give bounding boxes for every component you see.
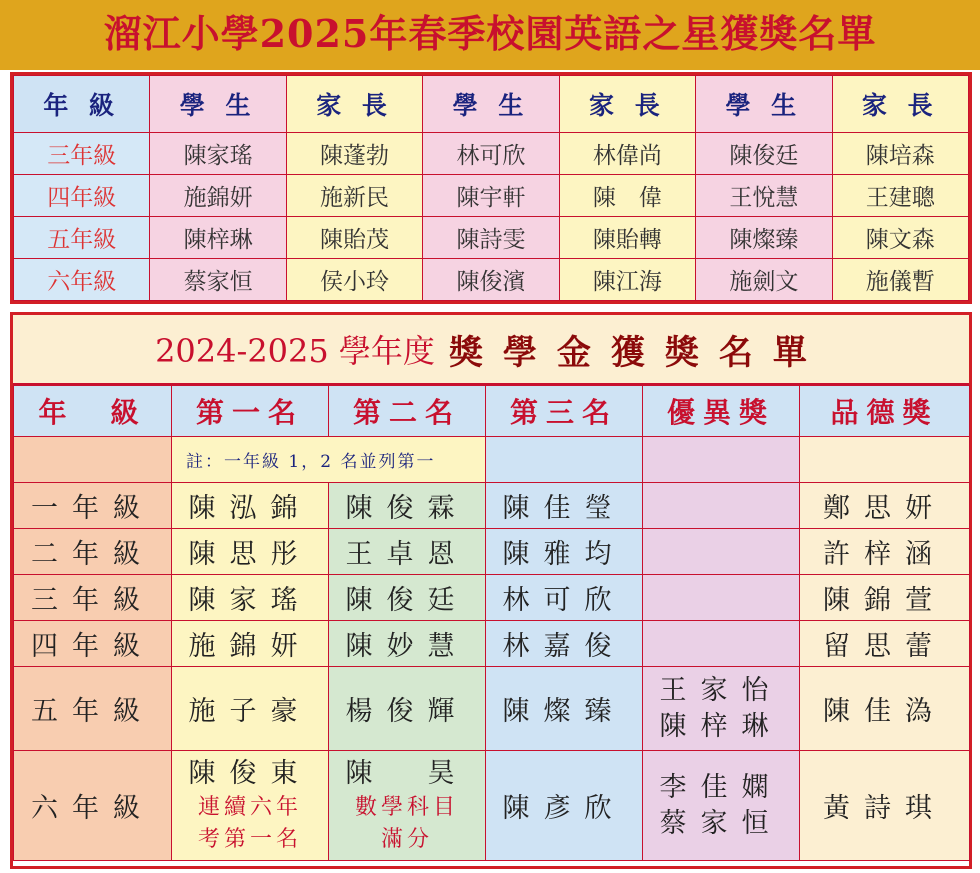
merit-name: 蔡家恒 [659, 807, 783, 839]
grade-cell: 二年級 [14, 529, 172, 575]
third-place-cell: 陳佳瑩 [486, 483, 643, 529]
table-row [14, 751, 970, 861]
third-place-cell: 陳雅均 [486, 529, 643, 575]
grade-cell: 六年級 [14, 259, 150, 301]
header-student: 學 生 [696, 76, 832, 133]
merit-cell [643, 667, 800, 751]
second-place-name: 陳 昊 [345, 757, 469, 789]
parent-cell: 侯小玲 [286, 259, 422, 301]
grade-cell: 一年級 [14, 483, 172, 529]
second-place-cell: 王卓恩 [329, 529, 486, 575]
third-place-cell: 林嘉俊 [486, 621, 643, 667]
grade-cell: 四年級 [14, 175, 150, 217]
table-row [14, 175, 969, 217]
merit-name: 李佳嫻 [659, 771, 783, 803]
note-row [14, 437, 970, 483]
student-cell: 陳宇軒 [423, 175, 559, 217]
third-place-cell: 林可欣 [486, 575, 643, 621]
first-place-note: 連續六年 [197, 794, 302, 820]
scholarship-header-row [14, 386, 970, 437]
table-row [14, 483, 970, 529]
first-place-cell: 施子豪 [172, 667, 329, 751]
header-parent: 家 長 [832, 76, 968, 133]
scholarship-title-main: 獎學金獲獎名單 [448, 332, 827, 373]
header-virtue-award: 品德獎 [800, 386, 970, 437]
grade-cell: 四年級 [14, 621, 172, 667]
first-place-note: 考第一名 [197, 826, 302, 852]
merit-name: 陳梓琳 [659, 710, 783, 742]
second-place-cell: 陳俊廷 [329, 575, 486, 621]
student-cell: 蔡家恒 [150, 259, 286, 301]
second-place-cell [329, 751, 486, 861]
third-cell-empty [486, 437, 643, 483]
first-place-name: 陳俊東 [188, 757, 312, 789]
scholarship-title-year: 2024-2025 學年度 [155, 332, 435, 370]
student-cell: 王悅慧 [696, 175, 832, 217]
grade-cell-empty [14, 437, 172, 483]
parent-cell: 林偉尚 [559, 133, 695, 175]
virtue-cell-empty [800, 437, 970, 483]
header-first-place: 第一名 [172, 386, 329, 437]
student-cell: 陳詩雯 [423, 217, 559, 259]
english-star-header-row [14, 76, 969, 133]
student-cell: 施劍文 [696, 259, 832, 301]
table-row [14, 575, 970, 621]
first-place-cell: 陳家瑤 [172, 575, 329, 621]
grade-cell: 三年級 [14, 575, 172, 621]
top-title: 溜江小學2025年春季校園英語之星獲獎名單 [103, 11, 877, 56]
virtue-cell: 許梓涵 [800, 529, 970, 575]
table-row [14, 667, 970, 751]
parent-cell: 陳 偉 [559, 175, 695, 217]
header-merit-award: 優異獎 [643, 386, 800, 437]
student-cell: 林可欣 [423, 133, 559, 175]
merit-name: 王家怡 [659, 674, 783, 706]
third-place-cell: 陳彥欣 [486, 751, 643, 861]
header-parent: 家 長 [559, 76, 695, 133]
parent-cell: 陳江海 [559, 259, 695, 301]
first-place-cell: 施錦妍 [172, 621, 329, 667]
parent-cell: 施新民 [286, 175, 422, 217]
header-third-place: 第三名 [486, 386, 643, 437]
virtue-cell: 陳佳溈 [800, 667, 970, 751]
third-place-cell: 陳燦臻 [486, 667, 643, 751]
header-grade: 年 級 [14, 386, 172, 437]
header-parent: 家 長 [286, 76, 422, 133]
second-place-note: 滿分 [380, 826, 433, 852]
merit-cell [643, 529, 800, 575]
parent-cell: 陳貽轉 [559, 217, 695, 259]
student-cell: 陳家瑤 [150, 133, 286, 175]
parent-cell: 陳蓬勃 [286, 133, 422, 175]
second-place-cell: 陳俊霖 [329, 483, 486, 529]
virtue-cell: 留思蕾 [800, 621, 970, 667]
virtue-cell: 鄭思妍 [800, 483, 970, 529]
first-place-cell: 陳思彤 [172, 529, 329, 575]
english-star-table-frame [10, 72, 972, 304]
english-star-table [13, 75, 969, 301]
parent-cell: 陳貽茂 [286, 217, 422, 259]
virtue-cell: 陳錦萱 [800, 575, 970, 621]
table-row [14, 529, 970, 575]
header-student: 學 生 [423, 76, 559, 133]
top-banner [0, 0, 980, 70]
header-grade: 年 級 [14, 76, 150, 133]
scholarship-section [10, 312, 972, 869]
student-cell: 陳梓琳 [150, 217, 286, 259]
parent-cell: 施儀暫 [832, 259, 968, 301]
grade-cell: 三年級 [14, 133, 150, 175]
student-cell: 陳俊廷 [696, 133, 832, 175]
second-place-cell: 楊俊輝 [329, 667, 486, 751]
header-second-place: 第二名 [329, 386, 486, 437]
header-student: 學 生 [150, 76, 286, 133]
parent-cell: 王建聰 [832, 175, 968, 217]
grade-cell: 五年級 [14, 217, 150, 259]
student-cell: 陳俊濱 [423, 259, 559, 301]
first-place-cell: 陳泓錦 [172, 483, 329, 529]
parent-cell: 陳文森 [832, 217, 968, 259]
first-place-cell [172, 751, 329, 861]
table-row [14, 217, 969, 259]
student-cell: 施錦妍 [150, 175, 286, 217]
table-row [14, 621, 970, 667]
second-place-cell: 陳妙慧 [329, 621, 486, 667]
grade-cell: 六年級 [14, 751, 172, 861]
parent-cell: 陳培森 [832, 133, 968, 175]
virtue-cell: 黃詩琪 [800, 751, 970, 861]
grade-cell: 五年級 [14, 667, 172, 751]
second-place-note: 數學科目 [354, 794, 459, 820]
table-row [14, 133, 969, 175]
note-text: 註：一年級 1，2 名並列第一 [172, 437, 486, 483]
student-cell: 陳燦臻 [696, 217, 832, 259]
merit-cell [643, 483, 800, 529]
merit-cell [643, 621, 800, 667]
scholarship-title [13, 315, 969, 385]
merit-cell-empty [643, 437, 800, 483]
merit-cell [643, 751, 800, 861]
merit-cell [643, 575, 800, 621]
scholarship-table [13, 385, 970, 861]
table-row [14, 259, 969, 301]
